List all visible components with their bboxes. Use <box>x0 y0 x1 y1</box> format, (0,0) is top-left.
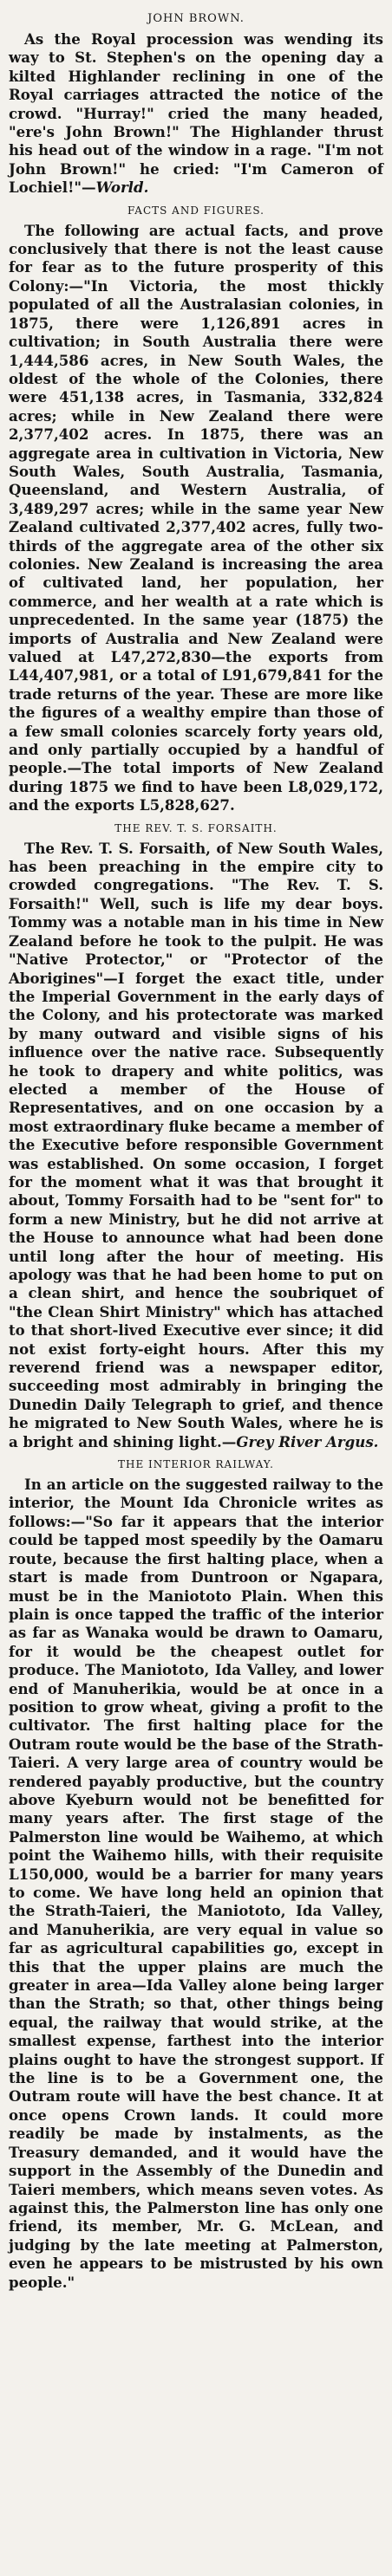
article-john-brown <box>9 12 383 198</box>
article-text: The Rev. T. S. Forsaith, of New South Wales, has been preaching in the empire city to crowded congregations. "The Rev. T. S. Forsaith!" Well, such is life my dear boys. Tommy was a notable man in his time in New Zealand before he took to the pulpit. He was "Native Protector," or "Protector of the Aborigines"—I forget the exact title, under the Imperial Government in the early days of the Colony, and his protectorate was marked by many outward and visible signs of his influence over the native race. Subsequently he took to drapery and white politics, was elected a member of the House of Representatives, and on one occasion by a most extraordinary fluke became a member of the Executive before responsible Government was established. On some occasion, I forget for the moment what it was that brought it about, Tommy Forsaith had to be "sent for" to form a new Ministry, but he did not arrive at the House to announce what had been done until long after the hour of meeting. His apology was that he had been home to put on a clean shirt, and hence the soubriquet of "the Clean Shirt Ministry" which has attached to that short-lived Executive ever since; it did not exist forty-eight hours. After this my reverend friend was a newspaper editor, succeeding most admirably in bringing the Dunedin Daily Telegraph to grief, and thence he migrated to New South Wales, where he is a bright and shining light.— <box>9 839 383 1450</box>
article-heading: JOHN BROWN. <box>147 12 245 25</box>
article-body: As the Royal procession was wending its way to St. Stephen's on the opening day a kilted Highlander reclining in one of the Royal carriages attracted the notice of the crowd. "Hurray!" cried the many headed, "ere's John Brown!" The Highlander thrust his head out of the window in a rage. "I'm not John Brown!" he cried: "I'm Cameron of Lochiel!"—World. <box>9 30 383 197</box>
article-heading: FACTS AND FIGURES. <box>127 204 265 217</box>
article-text: As the Royal procession was wending its way to St. Stephen's on the opening day a kilted Highlander reclining in one of the Royal carriages attracted the notice of the crowd. "Hurray!" cried the many headed, "ere's John Brown!" The Highlander thrust his head out of the window in a rage. "I'm not John Brown!" he cried: "I'm Cameron of Lochiel!" <box>9 30 383 197</box>
article-source: World. <box>95 178 149 197</box>
article-body <box>9 840 383 1451</box>
article-facts-and-figures <box>9 204 383 815</box>
article-body: In an article on the suggested railway to the interior, the Mount Ida Chronicle writes as follows:—"So far it appears that the interior could be tapped most speedily by the Oamaru route, because the first halting place, when a start is made from Duntroon or Ngapara, must be in the Maniototo Plain. When this plain is once tapped the traffic of the interior as far as Wanaka would be drawn to Oamaru, for it would be the cheapest outlet for produce. The Maniototo, Ida Valley, and lower end of Manuherikia, would be at once in a position to grow wheat, giving a profit to the cultivator. The first halting place for the Outram route would be the base of the Strath-Taieri. A very large area of country would be rendered payably productive, but the country above Kyeburn would not be benefitted for many years after. The first stage of the Palmerston line would be Waihemo, at which point the Waihemo hills, with their requisite L150,000, would be a barrier for many years to come. We have long held an opinion that the Strath-Taieri, the Maniototo, Ida Valley, and Manuherikia, are very equal in value so far as agricultural capabilities go, except in this that the upper plains are much the greater in area—Ida Valley alone being larger than the Strath; so that, other things being equal, the railway that would strike, at the smallest expense, farthest into the interior plains ought to have the strongest support. If the line is to be a Government one, the Outram route will have the best chance. It at once opens Crown lands. It could more readily be made by instalments, as the Treasury demanded, and it would have the support in the Assembly of the Dunedin and Taieri members, which means seven votes. As against this, the Palmerston line has only one friend, its member, Mr. G. McLean, and judging by the late meeting at Palmerston, even he appears to be mistrusted by his own people." <box>9 1476 383 2291</box>
article-heading: THE INTERIOR RAILWAY. <box>118 1458 274 1471</box>
article-heading: THE REV. T. S. FORSAITH. <box>114 821 278 834</box>
article-body: The following are actual facts, and prove conclusively that there is not the least cause for fear as to the future prosperity of this Colony:—"In Victoria, the most thickly populated of all the Australasian colonies, in 1875, there were 1,126,891 acres in cultivation; in South Australia there were 1,444,586 acres, in New South Wales, the oldest of the whole of the Colonies, there were 451,138 acres, in Tasmania, 332,824 acres; while in New Zealand there were 2,377,402 acres. In 1875, there was an aggregate area in cultivation in Victoria, New South Wales, South Australia, Tasmania, Queensland, and Western Australia, of 3,489,297 acres; while in the same year New Zealand cultivated 2,377,402 acres, fully two-thirds of the aggregate area of the other six colonies. New Zealand is increasing the area of cultivated land, her population, her commerce, and her wealth at a rate which is unprecedented. In the same year (1875) the imports of Australia and New Zealand were valued at L47,272,830—the exports from L44,407,981, or a total of L91,679,841 for the trade returns of the year. These are more like the figures of a wealthy empire than those of a few small colonies scarcely forty years old, and only partially occupied by a handful of people.—The total imports of New Zealand during 1875 we find to have been L8,029,172, and the exports L5,828,627. <box>9 221 383 814</box>
article-rev-forsaith <box>9 822 383 1451</box>
article-source: Grey River Argus. <box>236 1432 379 1450</box>
article-interior-railway <box>9 1458 383 2292</box>
